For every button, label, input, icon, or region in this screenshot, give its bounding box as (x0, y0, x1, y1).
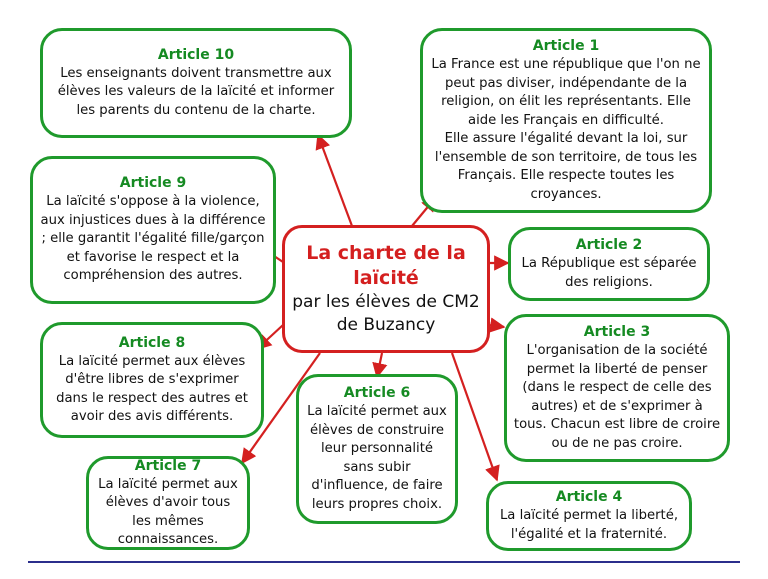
article-9-title: Article 9 (119, 175, 187, 192)
article-1-box (420, 28, 712, 213)
article-6-title: Article 6 (343, 385, 411, 401)
article-8-box (40, 322, 264, 438)
article-10-text: Les enseignants doivent transmettre aux élèves les valeurs de la laïcité et informer les parents du contenu de la charte. (57, 65, 335, 118)
article-2-box (508, 227, 710, 301)
article-7-box (86, 456, 250, 550)
arrow-article-4 (452, 353, 497, 480)
article-3-title: Article 3 (583, 324, 651, 340)
center-title: La charte de la laïcité (306, 242, 466, 289)
center-subtitle: par les élèves de CM2 de Buzancy (292, 292, 480, 335)
article-4-text: La laïcité permet la liberté, l'égalité et la fraternité. (499, 508, 679, 542)
article-3-text: L'organisation de la société permet la liberté de penser (dans le respect de celle des autres) et de s'exprimer à tous. Chacun est libre de croire ou de ne pas croire. (513, 343, 721, 451)
article-4-title: Article 4 (555, 489, 623, 505)
page-divider (28, 561, 740, 563)
article-10-box (40, 28, 352, 138)
article-8-title: Article 8 (118, 334, 186, 351)
arrow-article-3 (490, 325, 504, 327)
article-7-title: Article 7 (134, 457, 202, 474)
article-1-title: Article 1 (532, 38, 600, 54)
arrow-article-10 (318, 135, 352, 226)
article-7-text: La laïcité permet aux élèves d'avoir tous les mêmes connaissances. (98, 476, 238, 547)
article-10-title: Article 10 (157, 46, 235, 63)
article-6-box (296, 374, 458, 524)
article-6-text: La laïcité permet aux élèves de construire leur personnalité sans subir d'influence, de faire leurs propres choix. (307, 404, 447, 512)
article-2-title: Article 2 (575, 237, 643, 253)
article-2-text: La République est séparée des religions. (521, 256, 697, 290)
article-3-box (504, 314, 730, 462)
article-9-text: La laïcité s'oppose à la violence, aux injustices dues à la différence ; elle garantit l'égalité fille/garçon et favorise le respect et la compréhension des autres. (40, 194, 266, 284)
article-1-text: La France est une république que l'on ne peut pas diviser, indépendante de la religion, on élit les représentants. Elle aide les Français en difficulté. Elle assure l'égalité devant la loi, sur l'ensemble de son territoire, de tous les Français. Elle respecte toutes les croyances. (431, 57, 701, 202)
article-9-box (30, 156, 276, 304)
article-4-box (486, 481, 692, 551)
center-topic (282, 225, 490, 353)
article-8-text: La laïcité permet aux élèves d'être libres de s'exprimer dans le respect des autres et avoir des avis différents. (56, 353, 248, 424)
